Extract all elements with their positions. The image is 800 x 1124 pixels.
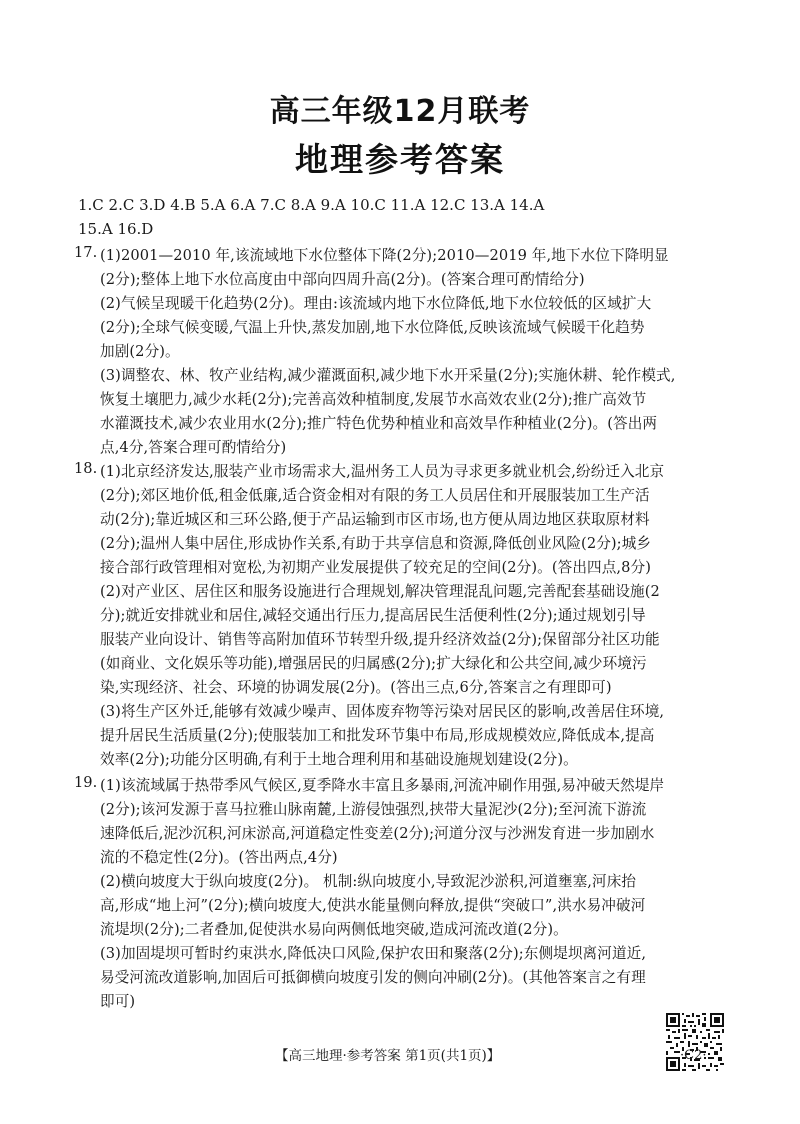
question-17-number: 17. bbox=[74, 244, 98, 261]
q18-line: (1)北京经济发达,服装产业市场需求大,温州务工人员为寻求更多就业机会,纷纷迁入北京 bbox=[100, 463, 665, 480]
q19-line: 即可) bbox=[100, 993, 136, 1010]
q19-line: (2分);该河发源于喜马拉雅山脉南麓,上游侵蚀强烈,挟带大量泥沙(2分);至河流下游流 bbox=[100, 801, 647, 818]
mc-answers-line-2: 15.A 16.D bbox=[78, 220, 154, 238]
q17-line: 水灌溉技术,减少农业用水(2分);推广特色优势种植业和高效旱作种植业(2分)。(答出两 bbox=[100, 415, 658, 432]
q18-line: (3)将生产区外迁,能够有效减少噪声、固体废弃物等污染对居民区的影响,改善居住环境, bbox=[100, 703, 665, 720]
q17-line: 恢复土壤肥力,减少水耗(2分);完善高效种植制度,发展节水高效农业(2分);推广高效节 bbox=[100, 391, 647, 408]
q17-line: (2分);整体上地下水位高度由中部向四周升高(2分)。(答案合理可酌情给分) bbox=[100, 271, 585, 288]
q19-line: (2)横向坡度大于纵向坡度(2分)。 机制:纵向坡度小,导致泥沙淤积,河道壅塞,河床抬 bbox=[100, 873, 637, 890]
question-19-number: 19. bbox=[74, 774, 98, 791]
q18-line: (2)对产业区、居住区和服务设施进行合理规划,解决管理混乱问题,完善配套基础设施(2 bbox=[100, 583, 660, 600]
q18-line: 接合部行政管理相对宽松,为初期产业发展提供了较充足的空间(2分)。(答出四点,8分) bbox=[100, 559, 652, 576]
q17-line: (3)调整农、林、牧产业结构,减少灌溉面积,减少地下水开采量(2分);实施休耕、轮作模式, bbox=[100, 367, 676, 384]
q19-line: 易受河流改道影响,加固后可抵御横向坡度引发的侧向冲刷(2分)。(其他答案言之有理 bbox=[100, 969, 646, 986]
q18-line: 分);就近安排就业和居住,减轻交通出行压力,提高居民生活便利性(2分);通过规划引导 bbox=[100, 607, 646, 624]
page-code: ·C2· bbox=[680, 1048, 707, 1063]
document-subtitle: 地理参考答案 bbox=[295, 140, 505, 179]
q19-line: (1)该流域属于热带季风气候区,夏季降水丰富且多暴雨,河流冲刷作用强,易冲破天然堤岸 bbox=[100, 777, 665, 794]
q19-line: 高,形成“地上河”(2分);横向坡度大,使洪水能量侧向释放,提供“突破口”,洪水易冲破河 bbox=[100, 897, 646, 914]
q17-line: (1)2001—2010 年,该流域地下水位整体下降(2分);2010—2019 年,地下水位下降明显 bbox=[100, 247, 669, 264]
q19-line: 流堤坝(2分);二者叠加,促使洪水易向两侧低地突破,造成河流改道(2分)。 bbox=[100, 921, 568, 938]
q18-line: 服装产业向设计、销售等高附加值环节转型升级,提升经济效益(2分);保留部分社区功能 bbox=[100, 631, 660, 648]
q17-line: (2)气候呈现暖干化趋势(2分)。理由:该流域内地下水位降低,地下水位较低的区域扩大 bbox=[100, 295, 652, 312]
q18-line: 染,实现经济、社会、环境的协调发展(2分)。(答出三点,6分,答案言之有理即可) bbox=[100, 679, 612, 696]
q18-line: (如商业、文化娱乐等功能),增强居民的归属感(2分);扩大绿化和公共空间,减少环境污 bbox=[100, 655, 647, 672]
q19-line: 流的不稳定性(2分)。(答出两点,4分) bbox=[100, 849, 338, 866]
page-footer: 【高三地理·参考答案 第1页(共1页)】 bbox=[275, 1048, 501, 1064]
q19-line: (3)加固堤坝可暂时约束洪水,降低决口风险,保护农田和聚落(2分);东侧堤坝离河道近, bbox=[100, 945, 647, 962]
q17-line: (2分);全球气候变暖,气温上升快,蒸发加剧,地下水位降低,反映该流域气候暖干化趋势 bbox=[100, 319, 645, 336]
q18-line: (2分);温州人集中居住,形成协作关系,有助于共享信息和资源,降低创业风险(2分);城乡 bbox=[100, 535, 652, 552]
q18-line: 动(2分);靠近城区和三环公路,便于产品运输到市区市场,也方便从周边地区获取原材料 bbox=[100, 511, 650, 528]
question-18-number: 18. bbox=[74, 460, 98, 477]
mc-answers-line-1: 1.C 2.C 3.D 4.B 5.A 6.A 7.C 8.A 9.A 10.C 11.A 12.C 13.A 14.A bbox=[78, 196, 545, 214]
exam-title: 高三年级12月联考 bbox=[269, 94, 531, 129]
q18-line: 效率(2分);功能分区明确,有利于土地合理利用和基础设施规划建设(2分)。 bbox=[100, 751, 578, 768]
q19-line: 速降低后,泥沙沉积,河床淤高,河道稳定性变差(2分);河道分汊与沙洲发育进一步加剧水 bbox=[100, 825, 655, 842]
q17-line: 加剧(2分)。 bbox=[100, 343, 180, 360]
q18-line: 提升居民生活质量(2分);使服装加工和批发环节集中布局,形成规模效应,降低成本,提高 bbox=[100, 727, 655, 744]
q17-line: 点,4分,答案合理可酌情给分) bbox=[100, 439, 287, 456]
q18-line: (2分);郊区地价低,租金低廉,适合资金相对有限的务工人员居住和开展服装加工生产活 bbox=[100, 487, 650, 504]
